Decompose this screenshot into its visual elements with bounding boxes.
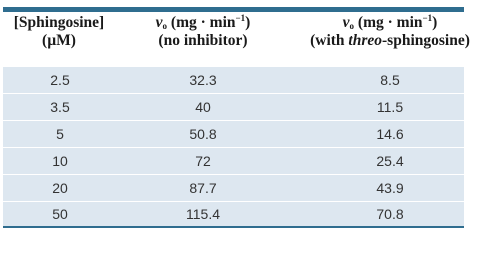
table-row	[3, 94, 464, 120]
header-rate-with-threo: $v_o$ $(mg \cdot \min^{-1})$ (with threo-sphingosine)	[310, 13, 470, 49]
cell-concentration: 10	[52, 153, 68, 169]
table-bottom-rule	[3, 226, 464, 228]
table-row	[3, 148, 464, 174]
table-header	[3, 12, 470, 64]
cell-concentration: 50	[52, 206, 68, 222]
header-concentration: [Sphingosine] (µM)	[13, 14, 105, 49]
cell-no-inhibitor: 87.7	[189, 180, 217, 196]
cell-no-inhibitor: 32.3	[189, 72, 217, 88]
table-row	[3, 67, 464, 93]
cell-concentration: 2.5	[50, 72, 70, 88]
cell-with-threo: 43.9	[376, 180, 404, 196]
cell-with-threo: 8.5	[380, 72, 400, 88]
cell-with-threo: 14.6	[376, 126, 404, 142]
table-row	[3, 175, 464, 201]
cell-concentration: 5	[56, 126, 64, 142]
cell-with-threo: 25.4	[376, 153, 404, 169]
cell-no-inhibitor: 72	[195, 153, 211, 169]
cell-with-threo: 70.8	[376, 206, 404, 222]
header-rate-no-inhibitor: $v_o$ $(mg \cdot \min^{-1})$ (no inhibitor)	[155, 13, 251, 49]
cell-no-inhibitor: 50.8	[189, 126, 217, 142]
cell-with-threo: 11.5	[376, 99, 404, 115]
table-row	[3, 202, 464, 226]
cell-no-inhibitor: 40	[195, 99, 211, 115]
cell-no-inhibitor: 115.4	[186, 206, 220, 222]
table-row	[3, 121, 464, 147]
cell-concentration: 3.5	[50, 99, 70, 115]
cell-concentration: 20	[52, 180, 68, 196]
